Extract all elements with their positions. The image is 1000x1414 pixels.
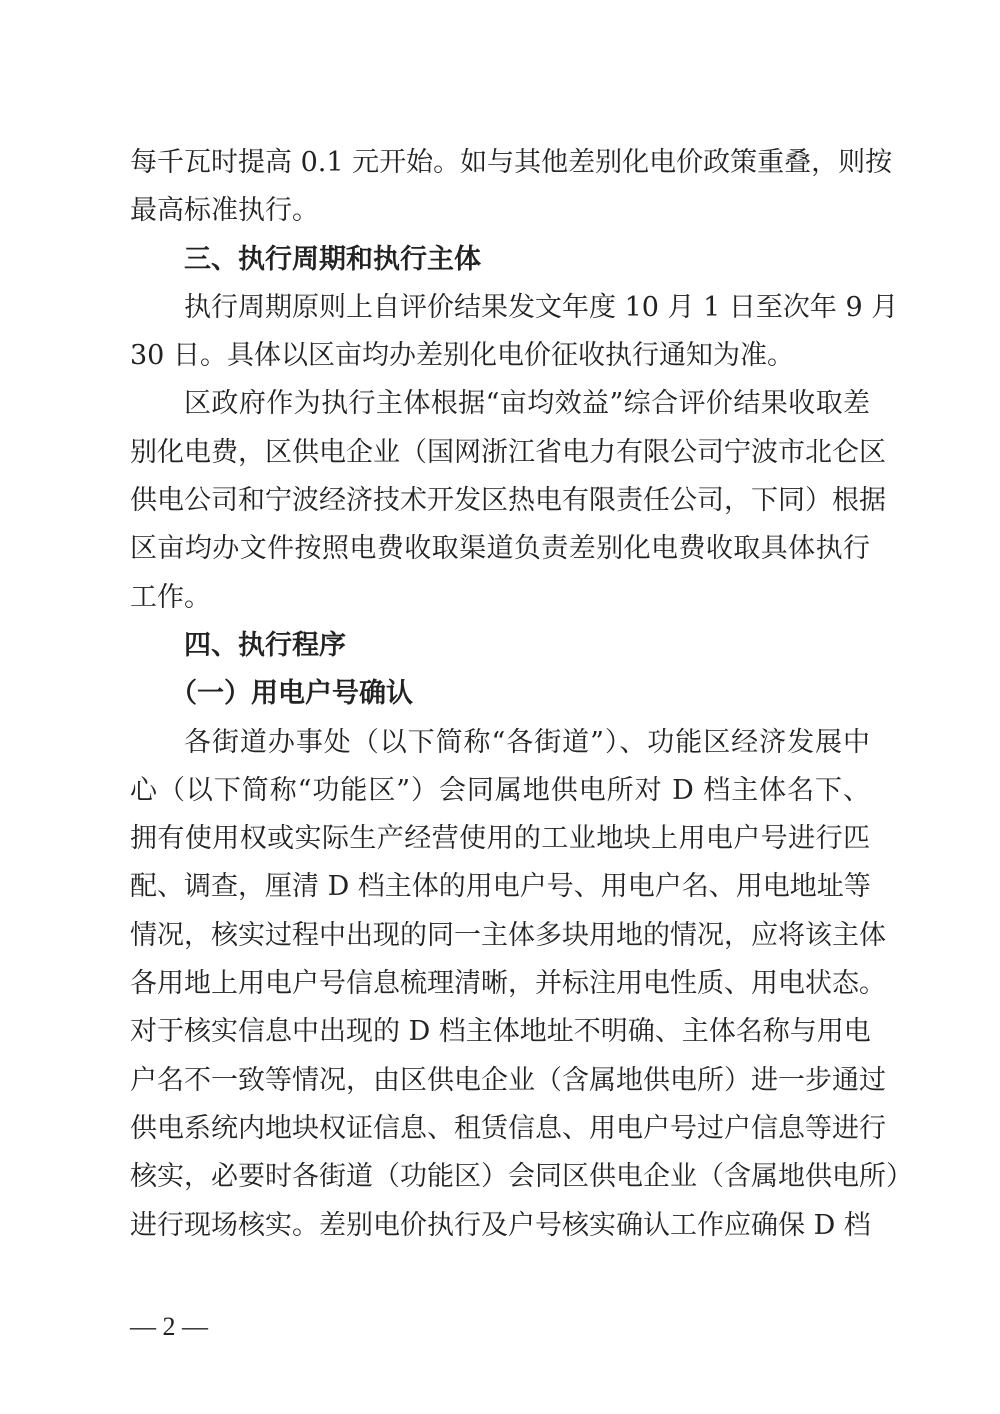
text-line: 区政府作为执行主体根据“亩均效益”综合评价结果收取差 [184, 388, 870, 420]
text-line: 工作。 [130, 581, 211, 613]
text-line: 每千瓦时提高 0.1 元开始。如与其他差别化电价政策重叠，则按 [130, 147, 893, 178]
text-line: 各街道办事处（以下简称“各街道”）、功能区经济发展中 [184, 726, 870, 758]
text-line: 执行周期原则上自评价结果发文年度 10 月 1 日至次年 9 月 [184, 291, 899, 323]
page-number: — 2 — [130, 1312, 208, 1341]
text-line: 30 日。具体以区亩均办差别化电价征收执行通知为准。 [130, 340, 794, 372]
text-line: 核实，必要时各街道（功能区）会同区供电企业（含属地供电所） [130, 1161, 913, 1193]
text-line: 进行现场核实。差别电价执行及户号核实确认工作应确保 D 档 [130, 1209, 871, 1241]
text-line: 情况，核实过程中出现的同一主体多块用地的情况，应将该主体 [130, 919, 886, 951]
section-heading: 四、执行程序 [184, 629, 346, 661]
text-line: 户名不一致等情况，由区供电企业（含属地供电所）进一步通过 [130, 1064, 886, 1096]
text-line: 拥有使用权或实际生产经营使用的工业地块上用电户号进行匹 [130, 823, 870, 855]
section-heading: 三、执行周期和执行主体 [184, 243, 481, 275]
text-line: 供电公司和宁波经济技术开发区热电有限责任公司，下同）根据 [130, 485, 886, 517]
section-heading: （一）用电户号确认 [170, 678, 413, 710]
text-line: 对于核实信息中出现的 D 档主体地址不明确、主体名称与用电 [130, 1016, 871, 1048]
text-line: 心（以下简称“功能区”）会同属地供电所对 D 档主体名下、 [130, 774, 870, 806]
text-line: 别化电费，区供电企业（国网浙江省电力有限公司宁波市北仑区 [130, 436, 886, 468]
text-line: 区亩均办文件按照电费收取渠道负责差别化电费收取具体执行 [130, 533, 870, 565]
text-line: 供电系统内地块权证信息、租赁信息、用电户号过户信息等进行 [130, 1112, 886, 1144]
text-line: 最高标准执行。 [130, 195, 319, 227]
text-line: 配、调查，厘清 D 档主体的用电户号、用电户名、用电地址等 [130, 871, 871, 903]
text-line: 各用地上用电户号信息梳理清晰，并标注用电性质、用电状态。 [130, 968, 886, 1000]
document-body [130, 139, 913, 1250]
